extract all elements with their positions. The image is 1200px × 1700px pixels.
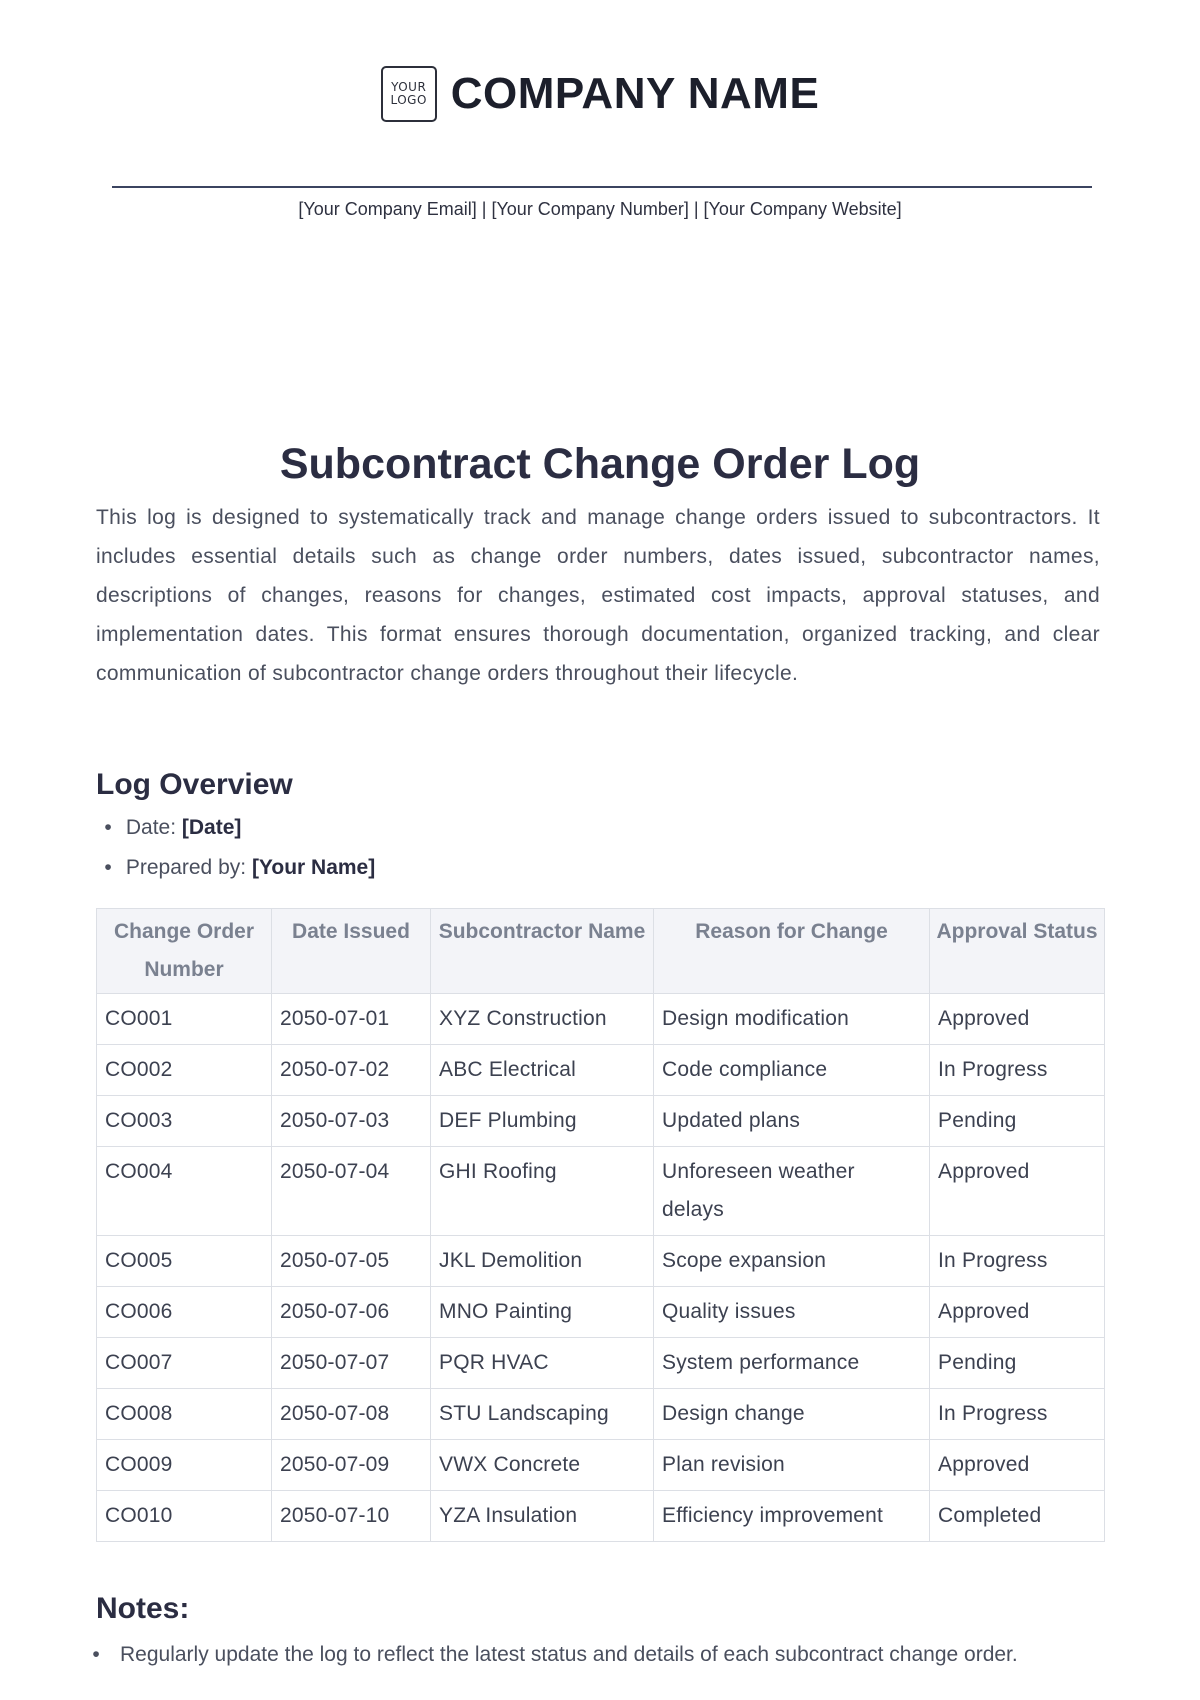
table-row	[97, 1491, 1105, 1542]
header-divider	[112, 186, 1092, 188]
cell-change-order-number: CO008	[97, 1389, 272, 1440]
table-body	[97, 994, 1105, 1542]
cell-change-order-number: CO002	[97, 1045, 272, 1096]
table-row	[97, 1096, 1105, 1147]
cell-subcontractor-name: DEF Plumbing	[431, 1096, 654, 1147]
column-header-subcontractor-name: Subcontractor Name	[431, 909, 654, 994]
cell-reason-for-change: Plan revision	[654, 1440, 930, 1491]
notes-list	[96, 1636, 1106, 1674]
cell-subcontractor-name: STU Landscaping	[431, 1389, 654, 1440]
cell-subcontractor-name: GHI Roofing	[431, 1147, 654, 1236]
cell-subcontractor-name: VWX Concrete	[431, 1440, 654, 1491]
table-row	[97, 994, 1105, 1045]
log-overview-heading: Log Overview	[96, 768, 293, 801]
table-row	[97, 1338, 1105, 1389]
cell-change-order-number: CO003	[97, 1096, 272, 1147]
cell-date-issued: 2050-07-09	[272, 1440, 431, 1491]
cell-date-issued: 2050-07-06	[272, 1287, 431, 1338]
cell-reason-for-change: Design modification	[654, 994, 930, 1045]
prepared-by-label: Prepared by:	[125, 856, 247, 879]
cell-change-order-number: CO004	[97, 1147, 272, 1236]
logo-text-line2: LOGO	[390, 93, 427, 107]
cell-approval-status: Completed	[930, 1491, 1105, 1542]
cell-date-issued: 2050-07-02	[272, 1045, 431, 1096]
cell-approval-status: In Progress	[930, 1389, 1105, 1440]
cell-change-order-number: CO005	[97, 1236, 272, 1287]
prepared-by-value: [Your Name]	[251, 856, 376, 879]
cell-change-order-number: CO006	[97, 1287, 272, 1338]
overview-prepared-by-item	[96, 848, 375, 888]
company-logo	[381, 66, 437, 122]
column-header-change-order-number: Change Order Number	[97, 909, 272, 994]
cell-date-issued: 2050-07-10	[272, 1491, 431, 1542]
cell-date-issued: 2050-07-03	[272, 1096, 431, 1147]
cell-subcontractor-name: XYZ Construction	[431, 994, 654, 1045]
table-row	[97, 1147, 1105, 1236]
overview-date-item	[96, 808, 375, 848]
cell-subcontractor-name: YZA Insulation	[431, 1491, 654, 1542]
cell-reason-for-change: Quality issues	[654, 1287, 930, 1338]
page-title: Subcontract Change Order Log	[279, 440, 921, 488]
company-name: COMPANY NAME	[450, 69, 820, 118]
cell-reason-for-change: Updated plans	[654, 1096, 930, 1147]
cell-subcontractor-name: PQR HVAC	[431, 1338, 654, 1389]
table-header-row	[97, 909, 1105, 994]
log-overview-list	[96, 808, 375, 888]
cell-approval-status: In Progress	[930, 1045, 1105, 1096]
date-label: Date:	[125, 816, 177, 839]
table-row	[97, 1045, 1105, 1096]
table-row	[97, 1440, 1105, 1491]
cell-subcontractor-name: ABC Electrical	[431, 1045, 654, 1096]
cell-approval-status: Pending	[930, 1338, 1105, 1389]
cell-date-issued: 2050-07-04	[272, 1147, 431, 1236]
cell-date-issued: 2050-07-07	[272, 1338, 431, 1389]
change-order-table	[96, 908, 1105, 1542]
cell-approval-status: Approved	[930, 994, 1105, 1045]
cell-date-issued: 2050-07-08	[272, 1389, 431, 1440]
cell-reason-for-change: Code compliance	[654, 1045, 930, 1096]
cell-reason-for-change: Design change	[654, 1389, 930, 1440]
cell-date-issued: 2050-07-01	[272, 994, 431, 1045]
company-contact-line: [Your Company Email] | [Your Company Number] | [Your Company Website]	[298, 199, 902, 219]
letterhead	[0, 66, 1200, 122]
column-header-approval-status: Approval Status	[930, 909, 1105, 994]
cell-approval-status: Approved	[930, 1287, 1105, 1338]
cell-date-issued: 2050-07-05	[272, 1236, 431, 1287]
notes-heading: Notes:	[96, 1592, 190, 1625]
cell-reason-for-change: Scope expansion	[654, 1236, 930, 1287]
notes-item: • Regularly update the log to reflect the latest status and details of each subcontract change order.	[96, 1636, 1106, 1674]
cell-reason-for-change: Unforeseen weather delays	[654, 1147, 930, 1236]
cell-reason-for-change: Efficiency improvement	[654, 1491, 930, 1542]
table-row	[97, 1389, 1105, 1440]
cell-approval-status: In Progress	[930, 1236, 1105, 1287]
cell-change-order-number: CO001	[97, 994, 272, 1045]
cell-approval-status: Approved	[930, 1440, 1105, 1491]
cell-approval-status: Approved	[930, 1147, 1105, 1236]
cell-subcontractor-name: MNO Painting	[431, 1287, 654, 1338]
intro-paragraph: This log is designed to systematically track and manage change orders issued to subcontractors. It includes essential details such as change order numbers, dates issued, subcontractor names, descriptions of changes, reasons for changes, estimated cost impacts, approval statuses, and implementation dates. This format ensures thorough documentation, organized tracking, and clear communication of subcontractor change orders throughout their lifecycle.	[96, 506, 1100, 685]
cell-reason-for-change: System performance	[654, 1338, 930, 1389]
table-header	[97, 909, 1105, 994]
cell-approval-status: Pending	[930, 1096, 1105, 1147]
table-row	[97, 1236, 1105, 1287]
column-header-reason-for-change: Reason for Change	[654, 909, 930, 994]
date-value: [Date]	[181, 816, 242, 839]
logo-text-line1: YOUR	[391, 80, 427, 94]
column-header-date-issued: Date Issued	[272, 909, 431, 994]
cell-subcontractor-name: JKL Demolition	[431, 1236, 654, 1287]
cell-change-order-number: CO010	[97, 1491, 272, 1542]
table-row	[97, 1287, 1105, 1338]
cell-change-order-number: CO009	[97, 1440, 272, 1491]
cell-change-order-number: CO007	[97, 1338, 272, 1389]
